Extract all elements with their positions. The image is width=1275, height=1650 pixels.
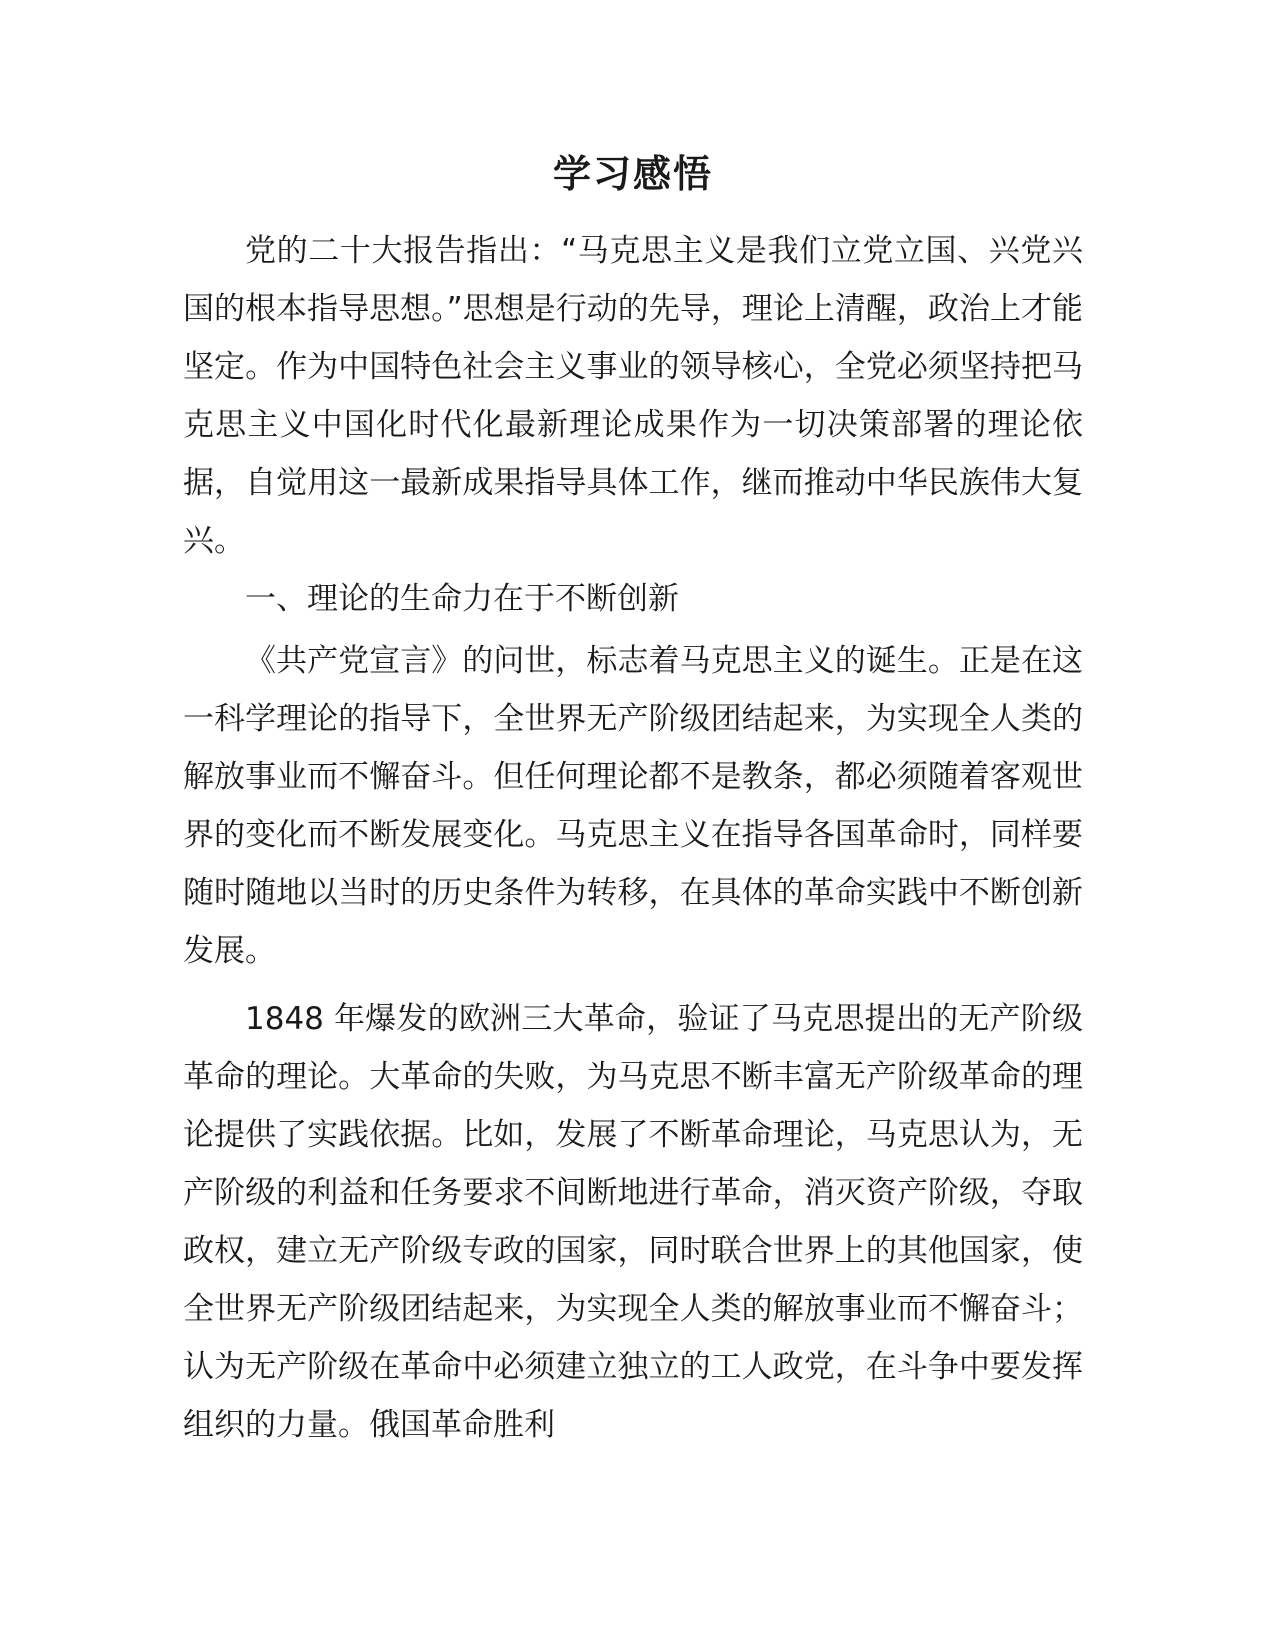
paragraph-1848-revolutions: 1848 年爆发的欧洲三大革命，验证了马克思提出的无产阶级革命的理论。大革命的失败，为马克思不断丰富无产阶级革命的理论提供了实践依据。比如，发展了不断革命理论，马克思认为，无产阶级的利益和任务要求不间断地进行革命，消灭资产阶级，夺取政权，建立无产阶级专政的国家，同时联合世界上的其他国家，使全世界无产阶级团结起来，为实现全人类的解放事业而不懈奋斗；认为无产阶级在革命中必须建立独立的工人政党，在斗争中要发挥组织的力量。俄国革命胜利 (183, 1001, 1083, 1443)
document-body (183, 148, 1083, 1454)
paragraph-intro: 党的二十大报告指出：“马克思主义是我们立党立国、兴党兴国的根本指导思想。”思想是行动的先导，理论上清醒，政治上才能坚定。作为中国特色社会主义事业的领导核心，全党必须坚持把马克思主义中国化时代化最新理论成果作为一切决策部署的理论依据，自觉用这一最新成果指导具体工作，继而推动中华民族伟大复兴。 (183, 233, 1083, 559)
paragraph-manifesto: 《共产党宣言》的问世，标志着马克思主义的诞生。正是在这一科学理论的指导下，全世界无产阶级团结起来，为实现全人类的解放事业而不懈奋斗。但任何理论都不是教条，都必须随着客观世界的变化而不断发展变化。马克思主义在指导各国革命时，同样要随时随地以当时的历史条件为转移，在具体的革命实践中不断创新发展。 (183, 643, 1083, 969)
document-title: 学习感悟 (552, 152, 713, 196)
section-heading-1: 一、理论的生命力在于不断创新 (245, 581, 679, 617)
